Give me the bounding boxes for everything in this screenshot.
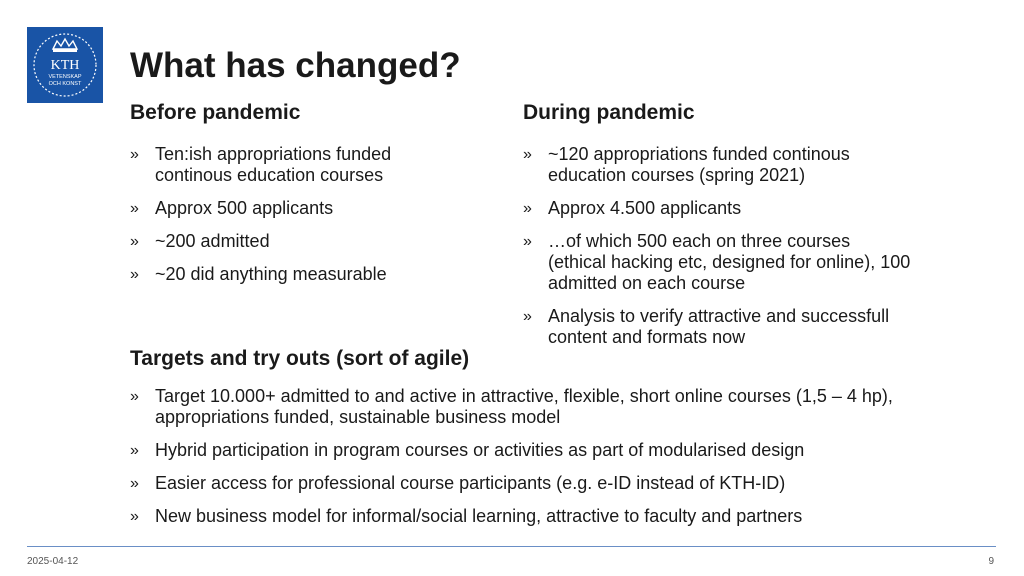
page-number: 9: [988, 556, 994, 567]
list-item: » ~20 did anything measurable: [130, 264, 387, 284]
bullet-icon: »: [130, 442, 139, 459]
list-item: » Approx 500 applicants: [130, 198, 334, 218]
bullet-icon: »: [130, 200, 139, 217]
bullet-icon: »: [130, 475, 139, 492]
slide-title: What has changed?: [130, 46, 461, 85]
list-item: » …of which 500 each on three courses (ethical hacking etc, designed for online), 100 admitted on each course: [523, 231, 911, 293]
kth-crest-icon: [27, 27, 103, 103]
list-item: » ~120 appropriations funded continous education courses (spring 2021): [523, 144, 850, 185]
kth-logo: [27, 27, 103, 103]
list-item: » Ten:ish appropriations funded continous education courses: [130, 144, 392, 185]
bullet-icon: »: [130, 508, 139, 525]
during-heading: During pandemic: [523, 101, 695, 124]
bullet-icon: »: [523, 233, 532, 250]
bullet-icon: »: [130, 146, 139, 163]
bullet-icon: »: [130, 266, 139, 283]
before-list: [130, 144, 470, 297]
svg-text:OCH KONST: OCH KONST: [48, 81, 82, 87]
bullet-icon: »: [523, 200, 532, 217]
bullet-icon: »: [130, 388, 139, 405]
during-list: [523, 144, 913, 360]
svg-text:KTH: KTH: [50, 58, 80, 73]
targets-heading: Targets and try outs (sort of agile): [130, 347, 470, 370]
footer-divider: [27, 546, 996, 547]
footer-date: 2025-04-12: [27, 556, 79, 567]
list-item: » New business model for informal/social learning, attractive to faculty and partners: [130, 506, 803, 526]
svg-text:VETENSKAP: VETENSKAP: [48, 74, 82, 80]
bullet-icon: »: [523, 308, 532, 325]
list-item: » ~200 admitted: [130, 231, 270, 251]
list-item: » Easier access for professional course participants (e.g. e-ID instead of KTH-ID): [130, 473, 786, 493]
bullet-icon: »: [523, 146, 532, 163]
list-item: » Analysis to verify attractive and successfull content and formats now: [523, 306, 890, 347]
list-item: » Approx 4.500 applicants: [523, 198, 742, 218]
bullet-icon: »: [130, 233, 139, 250]
before-heading: Before pandemic: [130, 101, 301, 124]
list-item: » Target 10.000+ admitted to and active in attractive, flexible, short online courses (1,5 – 4 hp), appropriations funded, sustainable business model: [130, 386, 893, 427]
list-item: » Hybrid participation in program courses or activities as part of modularised design: [130, 440, 805, 460]
targets-list: [130, 386, 990, 539]
